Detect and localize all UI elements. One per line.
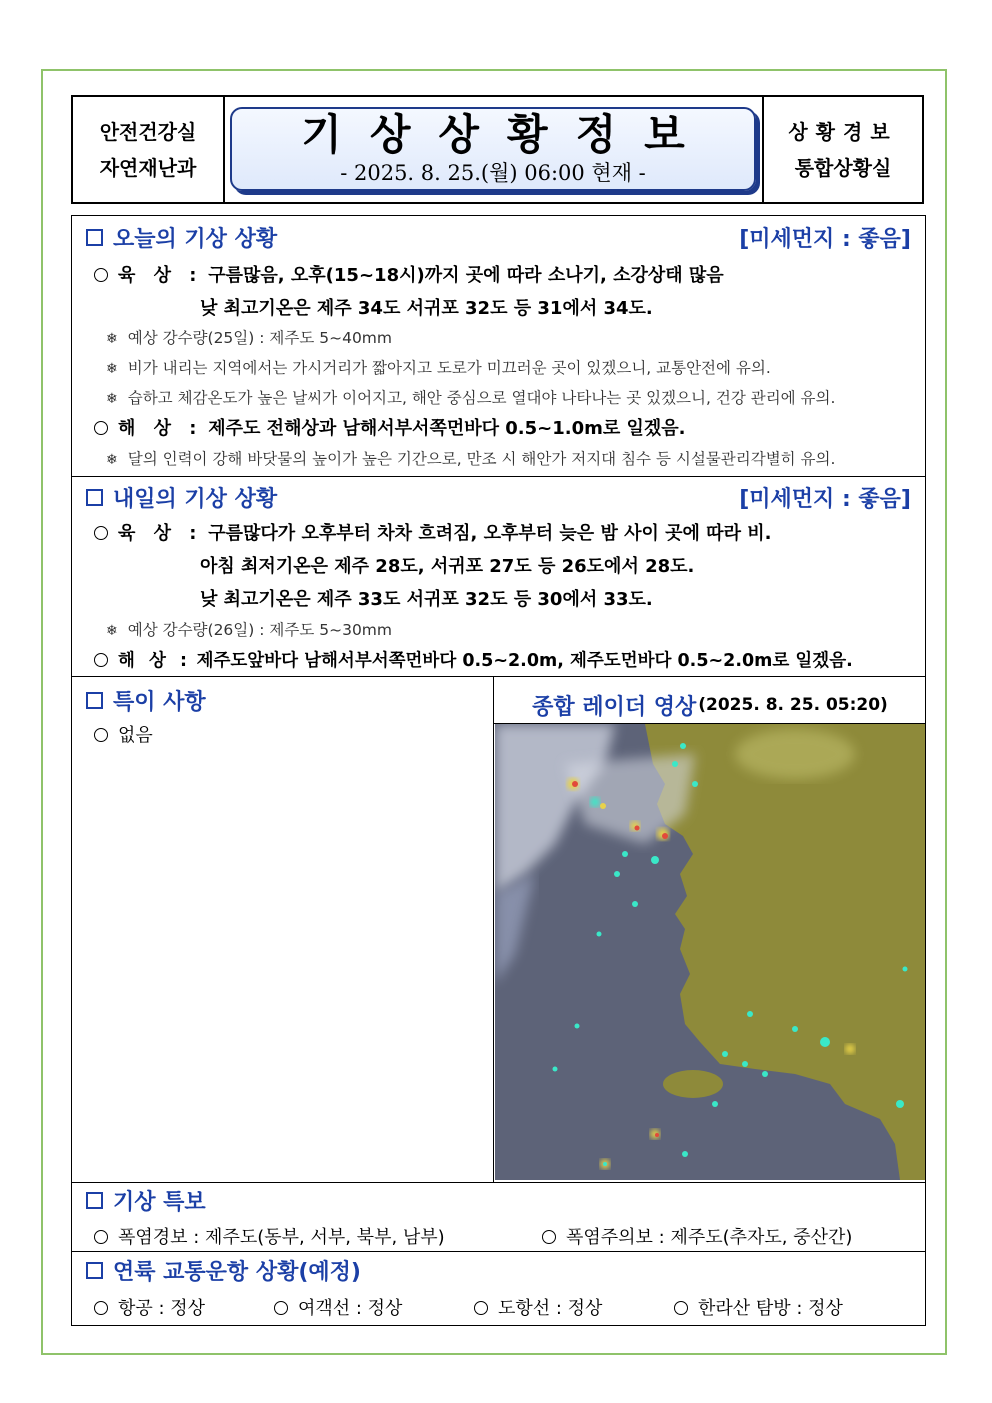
radar-map-graphic [495,724,925,1180]
warning-text: 폭염경보 : 제주도(동부, 서부, 북부, 남부) [118,1227,445,1248]
asterism-icon: ❄ [106,331,118,347]
department-line1: 안전건강실 [99,119,197,144]
warning-heatwave [94,1223,445,1249]
transport-section-title [86,1255,361,1286]
today-sea-row [94,414,686,440]
asterism-icon: ❄ [106,391,118,407]
jeju-island [663,1070,723,1098]
sea-label: 해 상 : [118,418,203,439]
today-land-row [94,261,724,287]
cloud-band [735,729,855,779]
report-table [71,215,926,1326]
tomorrow-dust-status: [미세먼지 : 좋음] [739,487,911,512]
tomorrow-sea-text: 제주도앞바다 남해서부서쪽먼바다 0.5~2.0m, 제주도먼바다 0.5~2.0m로 일겠음. [196,651,853,671]
transport-text: 여객선 : 정상 [298,1298,403,1319]
checkbox-icon [86,1192,103,1209]
divider [72,1182,925,1183]
title-box [230,107,756,191]
divider [493,676,494,1182]
note-text: 비가 내리는 지역에서는 가시거리가 짧아지고 도로가 미끄러운 곳이 있겠으니, 교통안전에 유의. [127,359,771,377]
document-title: 기상상황정보 [301,110,713,159]
circle-bullet-icon [674,1301,688,1315]
header [71,95,924,204]
divider [72,676,925,677]
checkbox-icon [86,229,103,246]
note-text: 달의 인력이 강해 바닷물의 높이가 높은 기간으로, 만조 시 해안가 저지대 침수 등 시설물관리각별히 유의. [127,450,836,468]
tomorrow-section-title [86,482,277,513]
transport-air [94,1294,205,1320]
circle-bullet-icon [474,1301,488,1315]
special-item-text: 없음 [118,725,153,746]
tomorrow-title-text: 내일의 기상 상황 [113,487,278,512]
today-title-text: 오늘의 기상 상황 [113,227,278,252]
radar-timestamp: (2025. 8. 25. 05:20) [698,695,888,715]
circle-bullet-icon [94,728,108,742]
divider [72,1251,925,1252]
report-datetime: - 2025. 8. 25.(월) 06:00 현재 - [340,161,646,185]
circle-bullet-icon [542,1230,556,1244]
tomorrow-sea-row [94,647,853,672]
sea-label: 해 상 : [118,651,191,671]
circle-bullet-icon [94,653,108,667]
department-box [73,97,225,202]
radar-image [495,724,925,1180]
circle-bullet-icon [94,268,108,282]
today-note-traffic [106,356,771,378]
note-text: 습하고 체감온도가 높은 날씨가 이어지고, 해안 중심으로 열대야 나타나는 곳 있겠으니, 건강 관리에 유의. [127,389,836,407]
radar-heading [494,687,926,723]
circle-bullet-icon [94,1301,108,1315]
tomorrow-land-text: 구름많다가 오후부터 차차 흐려짐, 오후부터 늦은 밤 사이 곳에 따라 비. [208,523,772,544]
today-land-line2: 낮 최고기온은 제주 34도 서귀포 32도 등 31에서 34도. [200,298,653,319]
asterism-icon: ❄ [106,623,118,639]
office-line2: 통합상황실 [794,155,892,180]
office-box [762,97,922,202]
transport-ferry [274,1294,402,1320]
transport-text: 도항선 : 정상 [498,1298,603,1319]
today-note-rain [106,326,392,348]
tomorrow-note-rain [106,618,392,640]
special-item [94,721,153,747]
circle-bullet-icon [274,1301,288,1315]
divider [72,476,925,477]
transport-island-ferry [474,1294,602,1320]
asterism-icon: ❄ [106,361,118,377]
circle-bullet-icon [94,1230,108,1244]
checkbox-icon [86,1262,103,1279]
special-section-title [86,685,206,716]
today-section-title [86,222,277,253]
tomorrow-land-row [94,519,771,545]
office-line1: 상황경보 [788,119,898,144]
today-note-heat [106,386,835,408]
circle-bullet-icon [94,526,108,540]
special-title-text: 특이 사항 [113,690,206,715]
land-label: 육 상 : [118,265,203,286]
today-note-tide [106,447,835,469]
department-line2: 자연재난과 [99,155,197,180]
tomorrow-land-line2: 아침 최저기온은 제주 28도, 서귀포 27도 등 26도에서 28도. [200,556,695,577]
circle-bullet-icon [94,421,108,435]
checkbox-icon [86,692,103,709]
transport-title-text: 연륙 교통운항 상황(예정) [113,1260,361,1285]
warnings-title-text: 기상 특보 [113,1190,206,1215]
transport-text: 항공 : 정상 [118,1298,206,1319]
transport-hallasan [674,1294,843,1320]
warnings-section-title [86,1185,206,1216]
tomorrow-land-line3: 낮 최고기온은 제주 33도 서귀포 32도 등 30에서 33도. [200,589,653,610]
today-land-text: 구름많음, 오후(15~18시)까지 곳에 따라 소나기, 소강상태 많음 [208,265,724,286]
asterism-icon: ❄ [106,452,118,468]
today-dust-status: [미세먼지 : 좋음] [739,227,911,252]
today-sea-text: 제주도 전해상과 남해서부서쪽먼바다 0.5~1.0m로 일겠음. [208,418,686,439]
transport-text: 한라산 탐방 : 정상 [698,1298,843,1319]
warning-heat-advisory [542,1223,852,1249]
note-text: 예상 강수량(25일) : 제주도 5~40mm [127,329,393,347]
radar-title: 종합 레이더 영상 [532,694,697,720]
checkbox-icon [86,489,103,506]
land-label: 육 상 : [118,523,203,544]
note-text: 예상 강수량(26일) : 제주도 5~30mm [127,621,393,639]
warning-text: 폭염주의보 : 제주도(추자도, 중산간) [566,1227,853,1248]
